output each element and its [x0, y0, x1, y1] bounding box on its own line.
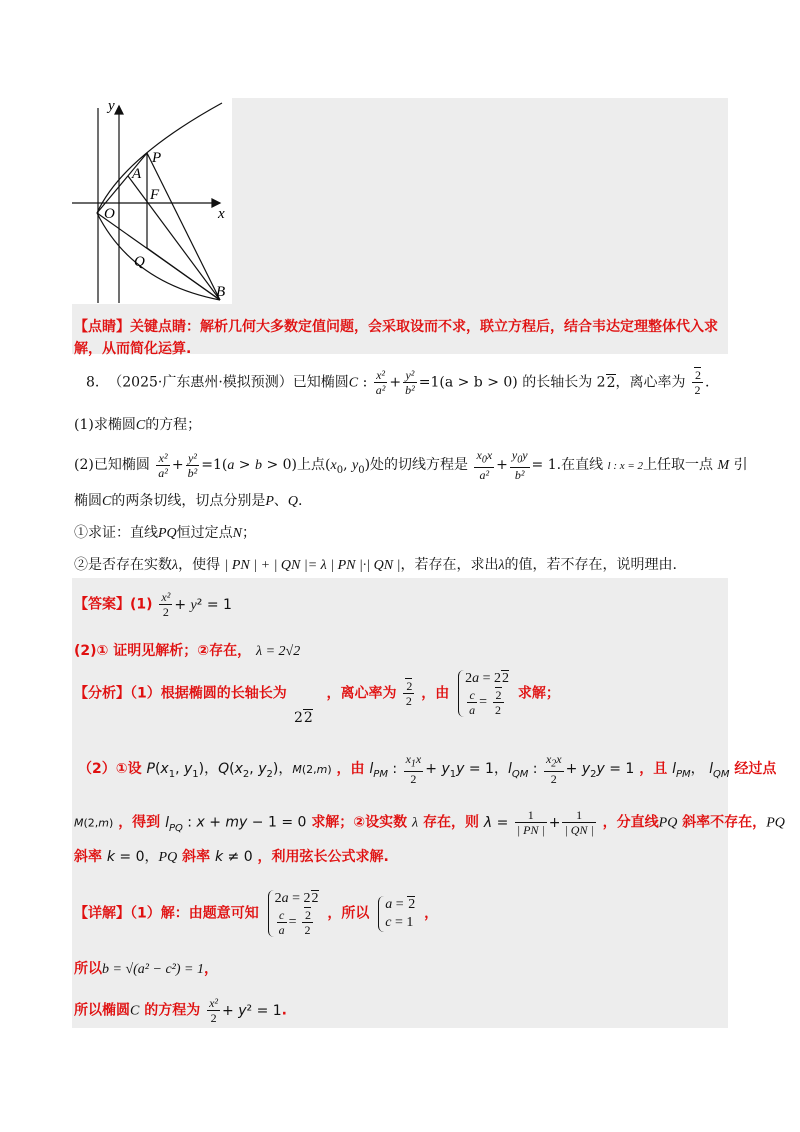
label-Q: Q	[134, 254, 145, 270]
answer-a2-val: λ = 2√2	[256, 644, 301, 659]
analysis-t3: ，由	[421, 685, 450, 702]
answer-a2: (2)① 证明见解析；②存在，	[74, 643, 252, 659]
part1: (1)求椭圆C的方程；	[74, 417, 202, 433]
part2-i: 、	[273, 493, 288, 509]
analysis-line3: M(2,m) ，得到 $l_{PQ}$ : x + my − 1 = 0 求解；②设实数 λ 存在，则 λ = $\frac{1}{| PN |}$ + $\frac{1}{| QN |}$ ，分直线PQ 斜率不存在，PQ	[74, 808, 785, 837]
analysis-p2a: （2）①设	[78, 761, 142, 778]
detail-line3: 所以椭圆C 的方程为 $\frac{\text{x²}}{2}$ + y² = 1.	[74, 996, 287, 1025]
analysis-p2c: ，且	[639, 761, 668, 778]
analysis-t1: （1）根据椭圆的长轴长为	[130, 685, 287, 702]
circ2-text: ②是否存在实数	[74, 557, 172, 573]
circ2-b: ，使得	[178, 557, 221, 573]
label-y: y	[108, 98, 115, 114]
detail-tag: 【详解】	[74, 905, 130, 922]
analysis-p3a: ，得到	[118, 814, 161, 831]
part2-a: (2)已知椭圆	[74, 457, 150, 474]
label-x: x	[218, 206, 225, 222]
detail-t1: （1）解：由题意可知	[130, 905, 259, 922]
analysis-p3d: ，分直线	[602, 814, 659, 831]
problem-number: 8.	[86, 374, 100, 391]
analysis-2sqrt2: 22	[294, 710, 313, 726]
circ2-d: 的值，若不存在，说明理由.	[504, 557, 677, 573]
analysis-p3c: 存在，则	[423, 814, 479, 831]
analysis-p4a: 斜率	[74, 849, 102, 865]
dianjing-line1	[74, 316, 718, 336]
answer-line1: 【答案】(1) $\frac{\text{x²}}{2}$ + y² = 1	[74, 590, 232, 619]
answer-a1: (1)	[130, 596, 153, 613]
detail-l3c: .	[281, 1002, 287, 1019]
circ1-tail: 恒过定点	[176, 525, 233, 541]
detail-t3: ，	[424, 905, 439, 922]
problem-stem: 8. （2025·广东惠州·模拟预测）已知椭圆C : $\frac{\text{x²}}{\text{a²}}$ + $\frac{\text{y²}}{\text{b²}}$ =1(a > b > 0) 的长轴长为 22，离心率为 $\frac{2}{2}$ .	[86, 368, 710, 397]
part2-h: 的两条切线，切点分别是	[111, 493, 266, 509]
analysis-line2: （2）①设 $P(x_1$, $y_1$)，$Q(x_2$, $y_2$)，M(2,m) ，由 $l_{PM}$ : $\frac{x_1x}{2}$ + $y_1y = 1$，$l_{QM}$ : $\frac{x_2x}{2}$ + $y_2y = 1$ ，且 $l_{PM}$， $l_{QM}$ 经过点	[78, 752, 777, 787]
figure-svg	[72, 98, 232, 304]
circ2-c: ，若存在，求出	[400, 557, 499, 573]
detail-line2: 所以b = √(a² − c²) = 1，	[74, 961, 218, 977]
dianjing-text2: 解，从而简化运算.	[74, 341, 192, 357]
analysis-line4: 斜率 k = 0，PQ 斜率 k ≠ 0 ，利用弦长公式求解.	[74, 849, 389, 865]
label-O: O	[104, 206, 115, 222]
analysis-p4b: 斜率	[182, 849, 211, 865]
analysis-p3e: 斜率不存在，	[682, 814, 767, 831]
answer-line2	[74, 640, 300, 660]
part1-text: (1)求椭圆	[74, 417, 136, 433]
detail-l2b: b = √(a² − c²) = 1	[102, 962, 204, 977]
ecc-text: ，离心率为	[615, 374, 686, 391]
detail-t2: ，所以	[327, 905, 370, 922]
part1-tail: 的方程；	[145, 417, 202, 433]
analysis-t4: 求解；	[517, 685, 560, 702]
part2-line2: 椭圆C的两条切线，切点分别是P、Q.	[74, 493, 303, 509]
circ1-text: ①求证：直线	[74, 525, 158, 541]
circ2-line: ②是否存在实数λ，使得 | PN | + | QN |= λ | PN |·| QN |，若存在，求出λ的值，若不存在，说明理由.	[74, 557, 677, 573]
circ2-eq: | PN | + | QN |= λ | PN |·| QN |	[224, 558, 401, 573]
analysis-p2b: ，由	[336, 761, 365, 778]
point-M: M	[717, 458, 730, 474]
analysis-p2d: 经过点	[734, 761, 777, 778]
line-l: l : x = 2	[607, 460, 644, 473]
answer-tag: 【答案】	[74, 596, 130, 613]
dianjing-line2	[74, 338, 191, 358]
part2-b: 上点	[297, 457, 325, 474]
detail-line1: 【详解】（1）解：由题意可知 2a = 22 $\frac{c}{a}$ = $\frac{2}{2}$ ，所以 a = 2 c = 1 ，	[74, 891, 439, 937]
part2-c: 处的切线方程是	[370, 457, 469, 474]
geometry-figure	[72, 98, 232, 304]
ellipse-eq-tail: =1(a > b > 0)	[418, 374, 518, 391]
part2-d: .在直线	[556, 457, 604, 474]
label-P: P	[152, 150, 162, 166]
detail-l3a: 所以椭圆	[74, 1002, 130, 1019]
part2-e: 上任取一点	[643, 457, 714, 474]
label-A: A	[132, 166, 142, 182]
circ1-line: ①求证：直线PQ恒过定点N；	[74, 525, 257, 541]
analysis-t2: ，离心率为	[326, 685, 397, 702]
analysis-p4c: ，利用弦长公式求解.	[257, 849, 389, 865]
part2-line1: (2)已知椭圆 $\frac{\text{x²}}{\text{a²}}$ + $\frac{\text{y²}}{\text{b²}}$ =1(a > b > 0)上点($x_0$, $y_0$)处的切线方程是 $\frac{x_0x}{\text{a²}}$ + $\frac{y_0y}{\text{b²}}$ = 1.在直线 l : x = 2上任取一点 M 引	[74, 448, 748, 483]
analysis-line1: 【分析】（1）根据椭圆的长轴长为 ，离心率为 $\frac{2}{2}$ ，由 2a = 22 $\frac{c}{a}$ = $\frac{2}{2}$ 求解；	[74, 671, 560, 717]
analysis-p3b: 求解；②设实数	[311, 814, 408, 831]
part2-f: 引	[733, 457, 748, 474]
dianjing-tag: 【点睛】	[74, 319, 130, 335]
circ1-end: ；	[242, 525, 257, 541]
problem-source: （2025·广东惠州·模拟预测）已知椭圆	[108, 374, 349, 391]
detail-l3b: 的方程为	[144, 1002, 201, 1019]
major-axis-text: 的长轴长为	[522, 374, 593, 391]
detail-l2a: 所以	[74, 961, 102, 977]
label-B: B	[216, 284, 226, 300]
part2-g: 椭圆	[74, 493, 102, 509]
label-F: F	[150, 187, 160, 203]
analysis-tag: 【分析】	[74, 685, 130, 702]
dianjing-text1: 关键点睛：解析几何大多数定值问题，会采取设而不求，联立方程后，结合韦达定理整体代入求	[130, 319, 718, 335]
